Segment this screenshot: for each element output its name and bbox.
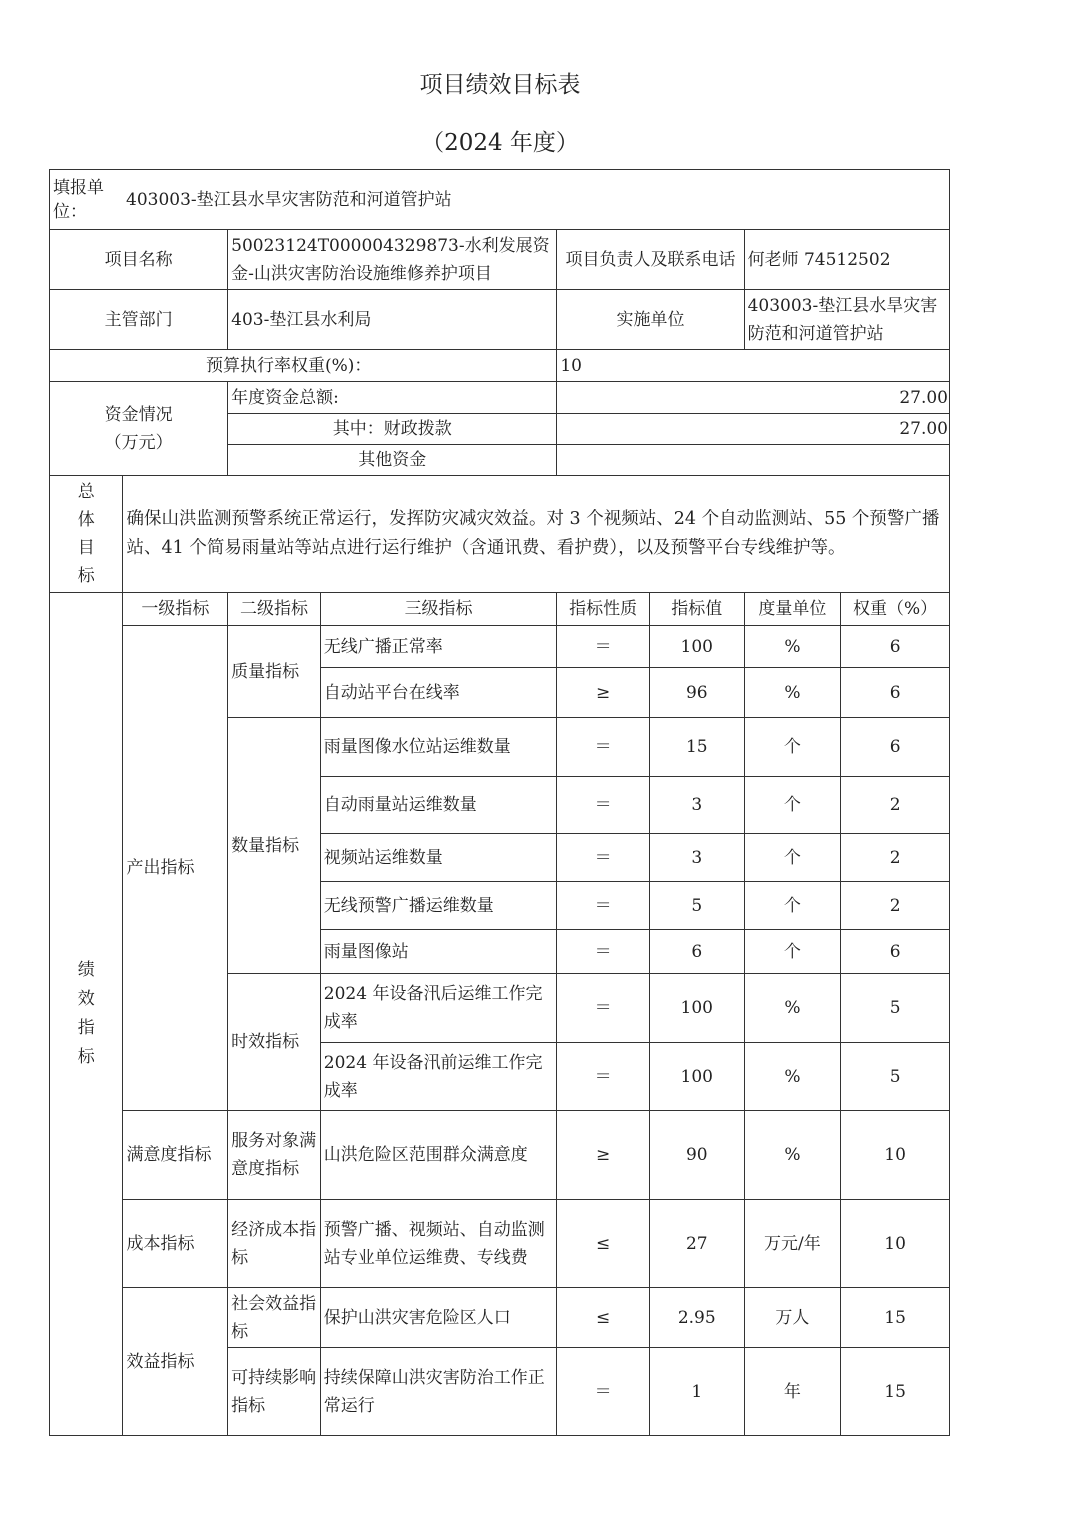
indicator-op: ≤ xyxy=(557,1288,650,1348)
indicator-value: 6 xyxy=(649,930,744,974)
header-level2: 二级指标 xyxy=(228,593,321,626)
indicator-name: 无线预警广播运维数量 xyxy=(320,882,557,930)
indicator-unit: 个 xyxy=(744,777,841,834)
indicator-op: ＝ xyxy=(557,834,650,882)
indicator-weight: 10 xyxy=(841,1200,950,1288)
indicator-name: 山洪危险区范围群众满意度 xyxy=(320,1111,557,1200)
indicator-weight: 6 xyxy=(841,930,950,974)
indicator-unit: % xyxy=(744,1111,841,1200)
indicator-value: 100 xyxy=(649,974,744,1043)
indicator-op: ＝ xyxy=(557,718,650,777)
page-year: （2024 年度） xyxy=(421,130,579,156)
indicator-op: ≥ xyxy=(557,668,650,718)
indicator-unit: % xyxy=(744,668,841,718)
level2-quality: 质量指标 xyxy=(228,626,321,718)
dept-label: 主管部门 xyxy=(50,290,228,350)
level2-quantity: 数量指标 xyxy=(228,718,321,974)
indicator-name: 自动站平台在线率 xyxy=(320,668,557,718)
level1-satisfaction: 满意度指标 xyxy=(123,1111,228,1200)
fiscal-value: 27.00 xyxy=(557,414,950,445)
header-nature: 指标性质 xyxy=(557,593,650,626)
page-title: 项目绩效目标表 xyxy=(419,72,581,98)
indicator-name: 持续保障山洪灾害防治工作正常运行 xyxy=(320,1348,557,1436)
indicator-weight: 2 xyxy=(841,777,950,834)
indicator-op: ＝ xyxy=(557,930,650,974)
indicator-unit: 个 xyxy=(744,930,841,974)
header-level1: 一级指标 xyxy=(123,593,228,626)
indicator-value: 100 xyxy=(649,1043,744,1111)
indicator-value: 3 xyxy=(649,777,744,834)
indicator-weight: 15 xyxy=(841,1288,950,1348)
indicator-value: 27 xyxy=(649,1200,744,1288)
table-row xyxy=(50,1111,950,1200)
indicator-op: ＝ xyxy=(557,882,650,930)
level1-cost: 成本指标 xyxy=(123,1200,228,1288)
indicator-unit: 年 xyxy=(744,1348,841,1436)
table-row xyxy=(50,1200,950,1288)
budget-weight-label: 预算执行率权重(%)： xyxy=(50,350,557,382)
indicator-weight: 6 xyxy=(841,718,950,777)
indicator-unit: % xyxy=(744,626,841,668)
indicator-unit: 万人 xyxy=(744,1288,841,1348)
indicator-value: 3 xyxy=(649,834,744,882)
dept-value: 403-垫江县水利局 xyxy=(228,290,557,350)
header-value: 指标值 xyxy=(649,593,744,626)
other-funds-label: 其他资金 xyxy=(228,445,557,476)
goal-text: 确保山洪监测预警系统正常运行，发挥防灾减灾效益。对 3 个视频站、24 个自动监测站、55 个预警广播站、41 个简易雨量站等站点进行运行维护（含通讯费、看护费），以及预警平台专线维护等。 xyxy=(123,476,950,593)
indicator-op: ＝ xyxy=(557,626,650,668)
indicator-weight: 2 xyxy=(841,882,950,930)
fiscal-label: 其中：财政拨款 xyxy=(228,414,557,445)
indicator-op: ＝ xyxy=(557,1348,650,1436)
level2-social-benefit: 社会效益指标 xyxy=(228,1288,321,1348)
indicator-unit: % xyxy=(744,1043,841,1111)
table-row xyxy=(50,1288,950,1348)
indicator-unit: 个 xyxy=(744,834,841,882)
indicator-name: 预警广播、视频站、自动监测站专业单位运维费、专线费 xyxy=(320,1200,557,1288)
indicator-name: 保护山洪灾害危险区人口 xyxy=(320,1288,557,1348)
indicator-name: 视频站运维数量 xyxy=(320,834,557,882)
level1-output: 产出指标 xyxy=(123,626,228,1111)
indicators-label: 绩效指标 xyxy=(50,593,123,1436)
funds-label: 资金情况（万元） xyxy=(50,382,228,476)
indicator-weight: 5 xyxy=(841,1043,950,1111)
performance-table xyxy=(49,169,950,1436)
unit-value: 403003-垫江县水旱灾害防范和河道管护站 xyxy=(126,189,452,210)
contact-value: 何老师 74512502 xyxy=(744,230,949,290)
project-name-value: 50023124T000004329873-水利发展资金-山洪灾害防治设施维修养护项目 xyxy=(228,230,557,290)
indicator-unit: % xyxy=(744,974,841,1043)
table-row xyxy=(50,626,950,668)
indicator-weight: 10 xyxy=(841,1111,950,1200)
header-weight: 权重（%） xyxy=(841,593,950,626)
indicator-name: 2024 年设备汛后运维工作完成率 xyxy=(320,974,557,1043)
level1-benefit: 效益指标 xyxy=(123,1288,228,1436)
indicator-value: 5 xyxy=(649,882,744,930)
header-level3: 三级指标 xyxy=(320,593,557,626)
indicator-unit: 个 xyxy=(744,882,841,930)
other-funds-value xyxy=(557,445,950,476)
contact-label: 项目负责人及联系电话 xyxy=(557,230,744,290)
impl-label: 实施单位 xyxy=(557,290,744,350)
indicator-value: 1 xyxy=(649,1348,744,1436)
header-unit: 度量单位 xyxy=(744,593,841,626)
indicator-unit: 个 xyxy=(744,718,841,777)
indicator-value: 96 xyxy=(649,668,744,718)
indicator-op: ＝ xyxy=(557,974,650,1043)
indicator-weight: 6 xyxy=(841,626,950,668)
budget-weight-value: 10 xyxy=(557,350,950,382)
indicator-weight: 2 xyxy=(841,834,950,882)
indicator-value: 100 xyxy=(649,626,744,668)
indicator-op: ≥ xyxy=(557,1111,650,1200)
project-name-label: 项目名称 xyxy=(50,230,228,290)
level2-timeliness: 时效指标 xyxy=(228,974,321,1111)
indicator-name: 雨量图像水位站运维数量 xyxy=(320,718,557,777)
indicator-weight: 5 xyxy=(841,974,950,1043)
indicator-weight: 15 xyxy=(841,1348,950,1436)
annual-total-label: 年度资金总额: xyxy=(228,382,557,414)
indicator-value: 15 xyxy=(649,718,744,777)
indicator-name: 雨量图像站 xyxy=(320,930,557,974)
indicator-op: ≤ xyxy=(557,1200,650,1288)
annual-total-value: 27.00 xyxy=(557,382,950,414)
indicator-op: ＝ xyxy=(557,777,650,834)
goal-label: 总体目标 xyxy=(50,476,123,593)
indicator-unit: 万元/年 xyxy=(744,1200,841,1288)
unit-row xyxy=(50,170,950,230)
indicator-weight: 6 xyxy=(841,668,950,718)
indicator-name: 2024 年设备汛前运维工作完成率 xyxy=(320,1043,557,1111)
indicator-name: 无线广播正常率 xyxy=(320,626,557,668)
indicator-value: 90 xyxy=(649,1111,744,1200)
level2-service-satisfaction: 服务对象满意度指标 xyxy=(228,1111,321,1200)
indicator-name: 自动雨量站运维数量 xyxy=(320,777,557,834)
indicator-value: 2.95 xyxy=(649,1288,744,1348)
level2-economic-cost: 经济成本指标 xyxy=(228,1200,321,1288)
level2-sustainable-impact: 可持续影响指标 xyxy=(228,1348,321,1436)
impl-value: 403003-垫江县水旱灾害防范和河道管护站 xyxy=(744,290,949,350)
indicator-op: ＝ xyxy=(557,1043,650,1111)
unit-label: 填报单位： xyxy=(53,177,104,222)
